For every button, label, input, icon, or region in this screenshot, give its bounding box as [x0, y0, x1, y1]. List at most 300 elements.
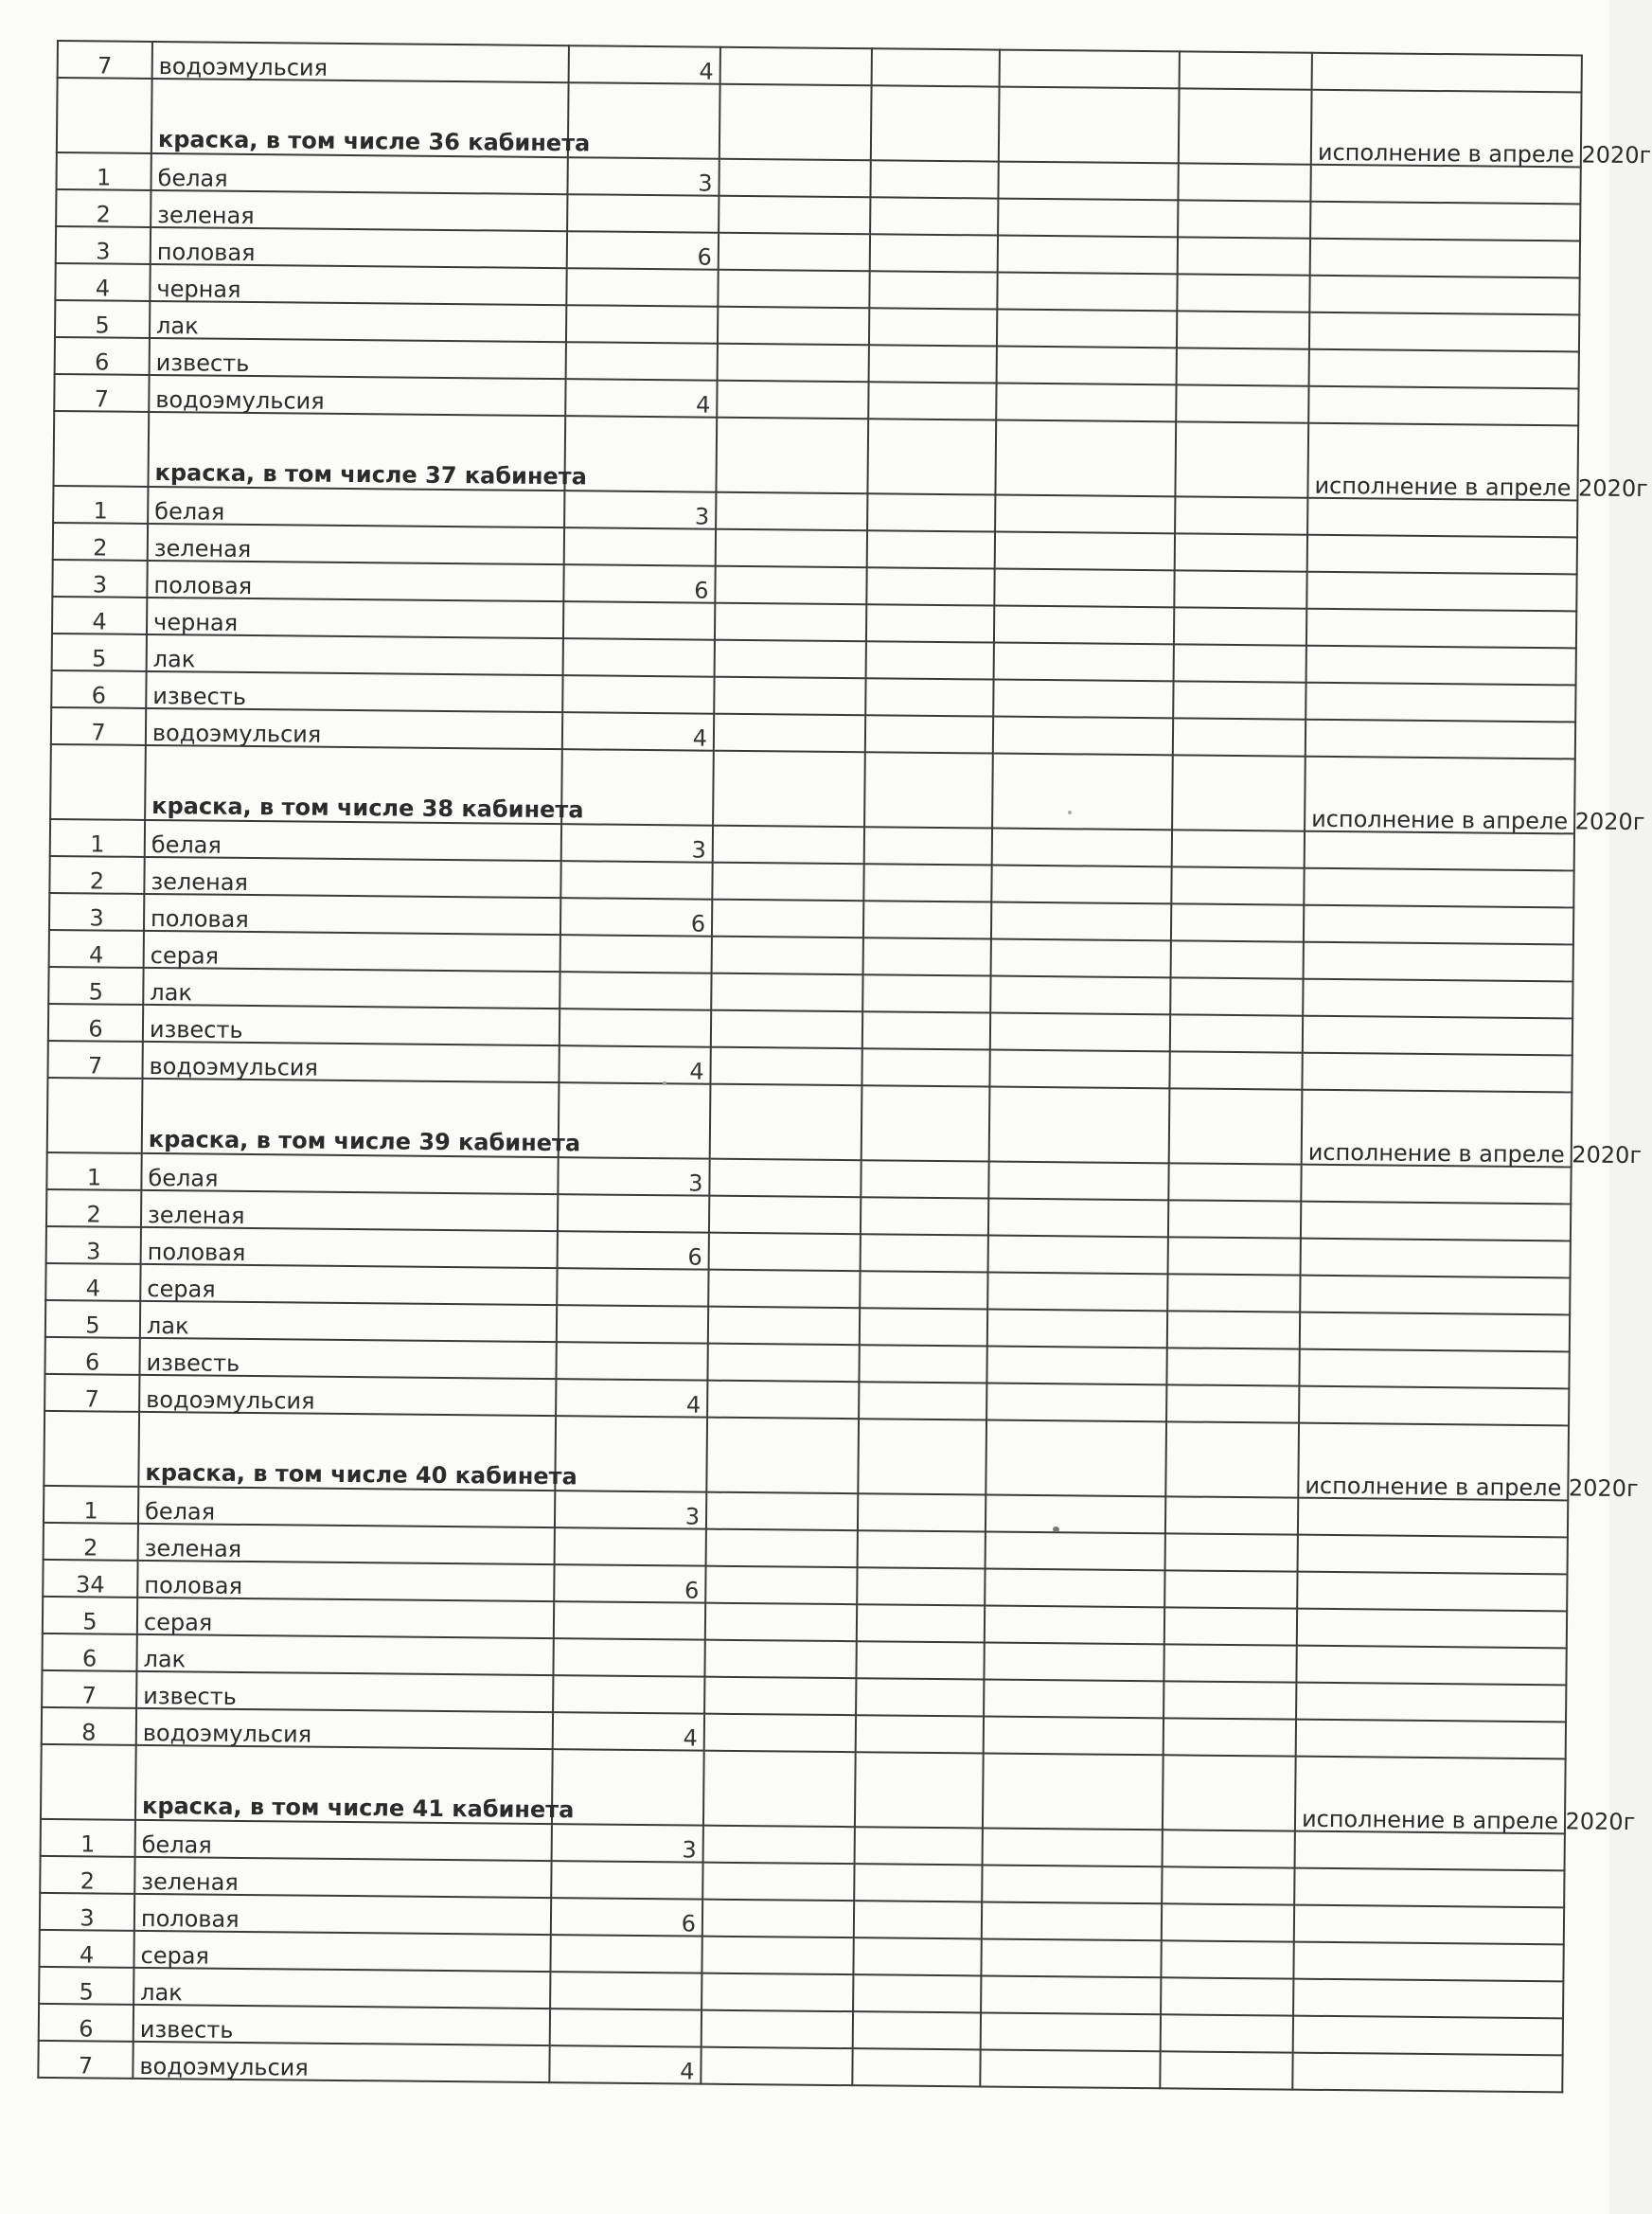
material-name: зеленая: [141, 1190, 558, 1231]
quantity: [566, 342, 718, 381]
group-header-row: [47, 1078, 1572, 1167]
group-title: краска, в том числе 40 кабинета: [138, 1412, 556, 1491]
row-number: 3: [40, 1893, 134, 1931]
quantity: [550, 1972, 702, 2010]
note-cell: исполнение в апреле 2020г: [1307, 423, 1578, 501]
empty-cell: [1170, 1014, 1303, 1052]
material-name: черная: [147, 598, 563, 638]
quantity: 6: [558, 1231, 709, 1270]
empty-cell: [994, 569, 1174, 608]
note-cell: [1310, 165, 1580, 205]
note-cell: [1306, 646, 1576, 686]
empty-cell: [986, 1383, 1166, 1421]
row-number: 5: [52, 634, 147, 671]
empty-cell: [981, 1975, 1161, 2014]
empty-cell: [866, 604, 994, 642]
note-cell: [1310, 202, 1580, 241]
empty-cell: [998, 236, 1178, 275]
quantity: [564, 527, 716, 566]
empty-cell: [992, 754, 1173, 830]
empty-cell: [987, 1273, 1167, 1312]
empty-cell: [708, 1307, 860, 1346]
empty-cell: [1164, 1681, 1296, 1719]
empty-cell: [870, 160, 998, 198]
empty-cell: [871, 85, 1000, 161]
empty-cell: [711, 973, 862, 1012]
material-name: серая: [133, 1931, 550, 1972]
group-title: краска, в том числе 37 кабинета: [148, 412, 565, 491]
row-number: 5: [45, 1300, 140, 1338]
note-cell: [1293, 1979, 1563, 2019]
empty-cell: [720, 47, 872, 86]
quantity: [552, 1749, 704, 1826]
note-cell: [1296, 1683, 1566, 1723]
material-name: водоэмульсия: [133, 2042, 549, 2082]
empty-cell: [862, 1085, 990, 1161]
empty-cell: [1162, 1866, 1294, 1904]
group-header-row: [57, 78, 1582, 167]
empty-cell: [995, 495, 1175, 534]
empty-cell: [996, 384, 1176, 422]
empty-cell: [861, 1160, 988, 1198]
material-name: половая: [134, 1894, 551, 1935]
row-number: 7: [44, 1374, 139, 1412]
empty-cell: [859, 1382, 986, 1419]
empty-cell: [995, 532, 1175, 571]
quantity: 3: [552, 1824, 703, 1863]
empty-cell: [714, 677, 865, 716]
empty-cell: [1177, 311, 1309, 348]
empty-cell: [852, 2048, 980, 2086]
quantity: [554, 1601, 705, 1640]
quantity: 3: [555, 1491, 706, 1529]
empty-cell: [715, 640, 866, 679]
material-name: половая: [144, 894, 560, 935]
empty-cell: [986, 1346, 1166, 1384]
empty-cell: [864, 827, 992, 865]
material-name: водоэмульсия: [136, 1708, 553, 1749]
empty-cell: [1167, 1311, 1300, 1348]
material-name: белая: [135, 1820, 552, 1861]
empty-cell: [1162, 1903, 1294, 1941]
note-cell: [1310, 239, 1580, 278]
empty-cell: [857, 1604, 985, 1642]
empty-cell: [713, 751, 865, 828]
note-cell: [1309, 312, 1579, 352]
quantity: [563, 601, 715, 640]
empty-cell: [982, 1902, 1162, 1940]
row-number: [44, 1411, 139, 1487]
empty-cell: [988, 1162, 1168, 1201]
material-name: белая: [141, 1153, 558, 1194]
scan-speck: [1053, 1527, 1059, 1532]
note-cell: [1303, 979, 1572, 1019]
row-number: 3: [49, 893, 144, 931]
row-number: 7: [47, 1041, 142, 1079]
empty-cell: [988, 1199, 1168, 1238]
empty-cell: [870, 234, 998, 272]
note-cell: [1309, 349, 1579, 389]
quantity: [557, 1305, 708, 1344]
quantity: [553, 1638, 704, 1677]
scan-speck: [1068, 811, 1072, 814]
empty-cell: [703, 1826, 855, 1865]
empty-cell: [1180, 51, 1312, 89]
empty-cell: [992, 829, 1172, 867]
empty-cell: [858, 1493, 986, 1531]
empty-cell: [863, 937, 991, 975]
empty-cell: [982, 1865, 1162, 1903]
empty-cell: [991, 902, 1171, 941]
empty-cell: [717, 381, 868, 420]
note-cell: [1304, 868, 1573, 908]
empty-cell: [986, 1494, 1165, 1533]
row-number: 6: [51, 670, 146, 708]
row-number: 4: [55, 263, 150, 301]
quantity: [556, 1342, 707, 1381]
row-number: 2: [56, 189, 151, 227]
empty-cell: [1164, 1570, 1297, 1608]
quantity: [550, 2009, 702, 2047]
empty-cell: [1174, 570, 1306, 608]
note-cell: [1302, 1053, 1572, 1093]
group-header-row: [41, 1744, 1566, 1833]
empty-cell: [716, 492, 867, 531]
quantity: 3: [561, 824, 713, 863]
note-cell: [1304, 942, 1573, 982]
note-cell: исполнение в апреле 2020г: [1305, 757, 1575, 834]
empty-cell: [1174, 644, 1306, 682]
quantity: [560, 861, 712, 900]
empty-cell: [707, 1381, 859, 1419]
empty-cell: [861, 1197, 988, 1235]
empty-cell: [719, 196, 870, 235]
quantity: [558, 1194, 709, 1233]
empty-cell: [701, 2047, 852, 2086]
empty-cell: [986, 1419, 1166, 1496]
empty-cell: [990, 1013, 1170, 1052]
row-number: [57, 78, 152, 153]
note-cell: [1306, 572, 1576, 612]
quantity: [561, 749, 714, 826]
note-cell: [1294, 1905, 1564, 1945]
empty-cell: [713, 826, 864, 865]
note-cell: [1301, 1202, 1571, 1241]
quantity: [566, 305, 718, 344]
note-cell: [1307, 535, 1577, 575]
empty-cell: [980, 2049, 1160, 2088]
row-number: 3: [52, 560, 147, 598]
empty-cell: [994, 606, 1174, 645]
empty-cell: [999, 87, 1180, 164]
quantity: [550, 1935, 702, 1973]
material-name: половая: [151, 227, 567, 268]
empty-cell: [864, 752, 993, 828]
empty-cell: [1166, 1348, 1299, 1385]
empty-cell: [702, 2010, 853, 2049]
empty-cell: [1169, 1051, 1302, 1089]
quantity: [555, 1416, 707, 1492]
empty-cell: [705, 1566, 857, 1605]
note-cell: [1293, 2016, 1563, 2056]
material-name: лак: [140, 1301, 557, 1342]
empty-cell: [991, 866, 1171, 904]
empty-cell: [712, 900, 863, 938]
material-name: зеленая: [151, 190, 567, 231]
note-cell: исполнение в апреле 2020г: [1311, 90, 1582, 168]
empty-cell: [867, 530, 995, 568]
empty-cell: [990, 976, 1170, 1015]
note-cell: [1306, 609, 1576, 649]
material-name: водоэмульсия: [142, 1042, 559, 1082]
row-number: 7: [51, 707, 146, 745]
material-name: половая: [141, 1227, 558, 1268]
row-number: 1: [46, 1152, 141, 1190]
empty-cell: [1178, 237, 1310, 275]
empty-cell: [853, 1937, 981, 1975]
empty-cell: [703, 1751, 856, 1828]
row-number: 34: [43, 1560, 137, 1598]
quantity: 6: [563, 564, 715, 603]
note-cell: [1312, 53, 1582, 93]
empty-cell: [856, 1715, 984, 1753]
empty-cell: [860, 1271, 987, 1309]
row-number: [50, 744, 146, 820]
note-cell: [1303, 1016, 1572, 1056]
note-cell: [1296, 1720, 1566, 1759]
quantity: 4: [562, 712, 714, 751]
empty-cell: [998, 162, 1178, 201]
note-cell: исполнение в апреле 2020г: [1298, 1423, 1569, 1501]
empty-cell: [702, 1973, 853, 2012]
row-number: 4: [52, 597, 147, 634]
empty-cell: [1175, 421, 1308, 497]
group-title: краска, в том числе 41 кабинета: [135, 1745, 553, 1824]
material-name: известь: [133, 2005, 550, 2045]
material-name: белая: [151, 153, 567, 194]
material-name: серая: [140, 1264, 557, 1305]
quantity: 4: [553, 1712, 704, 1751]
table-body: [38, 41, 1652, 2092]
empty-cell: [1177, 274, 1309, 312]
empty-cell: [718, 307, 869, 346]
empty-cell: [863, 901, 991, 938]
group-title: краска, в том числе 36 кабинета: [151, 79, 569, 157]
empty-cell: [710, 1047, 862, 1086]
empty-cell: [854, 1864, 982, 1902]
empty-cell: [1168, 1237, 1301, 1275]
note-cell: [1295, 1831, 1565, 1871]
material-name: известь: [136, 1671, 553, 1712]
empty-cell: [706, 1529, 858, 1568]
empty-cell: [1166, 1384, 1299, 1422]
empty-cell: [989, 1050, 1169, 1089]
note-cell: исполнение в апреле 2020г: [1295, 1757, 1566, 1834]
empty-cell: [702, 1863, 854, 1902]
empty-cell: [989, 1087, 1170, 1164]
material-name: лак: [136, 1634, 553, 1675]
note-cell: [1297, 1572, 1567, 1612]
empty-cell: [718, 270, 869, 309]
row-number: [53, 411, 149, 487]
quantity: 4: [565, 379, 717, 418]
note-cell: [1305, 831, 1574, 871]
empty-cell: [1178, 163, 1310, 201]
material-name: лак: [133, 1968, 550, 2009]
empty-cell: [855, 1827, 983, 1865]
empty-cell: [868, 382, 996, 420]
empty-cell: [1171, 903, 1304, 941]
empty-cell: [1161, 1940, 1293, 1978]
empty-cell: [857, 1567, 985, 1605]
row-number: 2: [40, 1856, 134, 1894]
empty-cell: [719, 233, 870, 272]
material-name: водоэмульсия: [149, 375, 565, 416]
scan-speck: [663, 1081, 666, 1085]
quantity: 4: [569, 45, 720, 84]
empty-cell: [865, 715, 993, 753]
empty-cell: [863, 864, 991, 902]
material-name: черная: [150, 264, 566, 305]
empty-cell: [866, 641, 994, 679]
row-number: 3: [56, 226, 151, 264]
empty-cell: [709, 1159, 861, 1198]
empty-cell: [710, 1084, 862, 1161]
empty-cell: [714, 714, 865, 753]
empty-cell: [1167, 1274, 1300, 1312]
row-number: 7: [58, 41, 152, 79]
material-name: зеленая: [144, 857, 560, 898]
material-name: известь: [143, 1005, 560, 1045]
quantity: [567, 194, 719, 233]
empty-cell: [704, 1677, 856, 1716]
empty-cell: [985, 1605, 1164, 1644]
empty-cell: [993, 717, 1173, 756]
empty-cell: [1163, 1755, 1296, 1830]
empty-cell: [866, 567, 994, 605]
empty-cell: [860, 1308, 987, 1346]
note-cell: [1298, 1535, 1568, 1575]
empty-cell: [707, 1344, 859, 1383]
empty-cell: [1171, 866, 1304, 904]
material-name: половая: [137, 1561, 554, 1601]
row-number: [41, 1744, 136, 1820]
material-name: серая: [137, 1598, 554, 1638]
empty-cell: [1172, 755, 1306, 830]
material-name: водоэмульсия: [146, 708, 562, 749]
empty-cell: [855, 1752, 984, 1828]
quantity: [566, 268, 718, 307]
material-name: известь: [139, 1338, 556, 1379]
group-title: краска, в том числе 39 кабинета: [142, 1079, 560, 1157]
empty-cell: [1163, 1830, 1295, 1867]
note-cell: [1307, 498, 1577, 538]
note-cell: [1300, 1312, 1570, 1352]
empty-cell: [1172, 830, 1305, 867]
material-name: водоэмульсия: [139, 1375, 556, 1416]
empty-cell: [704, 1640, 856, 1679]
row-number: 6: [55, 337, 150, 375]
empty-cell: [711, 1010, 862, 1049]
material-name: известь: [150, 338, 566, 379]
row-number: 2: [49, 856, 144, 894]
material-name: половая: [147, 561, 563, 601]
empty-cell: [706, 1418, 859, 1494]
empty-cell: [1164, 1644, 1296, 1682]
quantity: [559, 1082, 711, 1159]
empty-cell: [1000, 50, 1180, 89]
note-cell: [1304, 905, 1573, 945]
empty-cell: [1173, 681, 1306, 719]
empty-cell: [704, 1714, 856, 1753]
empty-cell: [1161, 1977, 1293, 2015]
empty-cell: [702, 1937, 853, 1975]
table-wrapper: [37, 40, 1652, 2093]
quantity: 6: [567, 231, 719, 270]
empty-cell: [1164, 1607, 1297, 1645]
quantity: [568, 82, 720, 159]
row-number: 2: [46, 1189, 141, 1227]
empty-cell: [984, 1716, 1164, 1755]
row-number: 4: [49, 930, 144, 968]
row-number: 4: [39, 1930, 133, 1968]
row-number: 2: [44, 1523, 138, 1561]
empty-cell: [862, 974, 990, 1012]
empty-cell: [995, 420, 1176, 497]
material-name: лак: [150, 301, 566, 342]
empty-cell: [858, 1530, 986, 1568]
empty-cell: [1177, 348, 1309, 385]
row-number: 6: [48, 1004, 143, 1042]
empty-cell: [862, 1011, 990, 1049]
quantity: [563, 638, 715, 677]
note-cell: [1299, 1349, 1569, 1389]
empty-cell: [998, 199, 1178, 238]
empty-cell: [853, 2011, 981, 2049]
material-name: белая: [145, 820, 561, 861]
empty-cell: [1176, 384, 1308, 422]
quantity: [560, 972, 711, 1010]
empty-cell: [870, 197, 998, 235]
empty-cell: [1160, 2051, 1292, 2089]
empty-cell: [706, 1492, 858, 1531]
empty-cell: [858, 1419, 986, 1494]
empty-cell: [856, 1641, 984, 1679]
material-name: зеленая: [134, 1857, 551, 1898]
note-cell: [1293, 1942, 1563, 1982]
quantity: 6: [551, 1898, 702, 1937]
row-number: 6: [42, 1634, 136, 1671]
row-number: 8: [42, 1707, 136, 1745]
empty-cell: [867, 419, 996, 494]
empty-cell: [716, 418, 868, 494]
note-cell: [1298, 1498, 1568, 1538]
row-number: 1: [56, 152, 151, 190]
quantity: [560, 1009, 711, 1047]
empty-cell: [984, 1642, 1164, 1681]
empty-cell: [705, 1603, 857, 1642]
empty-cell: [719, 159, 870, 198]
empty-cell: [983, 1828, 1163, 1866]
row-number: 7: [54, 374, 149, 412]
empty-cell: [1178, 200, 1310, 238]
empty-cell: [1175, 533, 1307, 571]
group-header-row: [50, 744, 1575, 833]
material-name: лак: [143, 968, 560, 1009]
material-name: белая: [138, 1487, 555, 1527]
empty-cell: [708, 1270, 860, 1309]
quantity: [551, 1861, 702, 1900]
